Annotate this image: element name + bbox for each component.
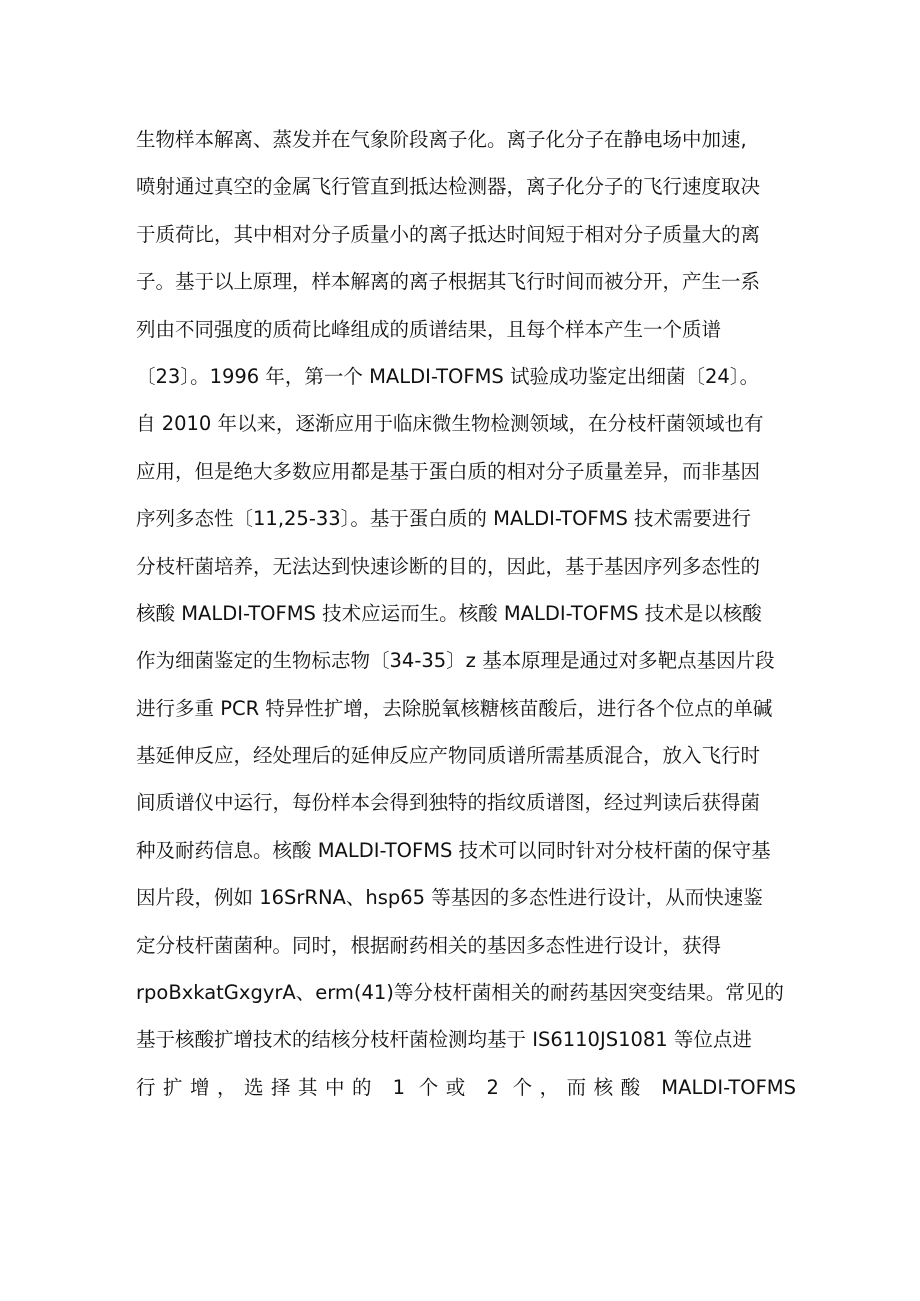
text-line: 核酸 MALDI-TOFMS 技术应运而生。核酸 MALDI-TOFMS 技术是以核酸	[136, 601, 762, 625]
body-paragraph	[136, 116, 796, 1111]
text-line: 因片段，例如 16SrRNA、hsp65 等基因的多态性进行设计，从而快速鉴	[136, 886, 763, 910]
text-line: 喷射通过真空的金属飞行管直到抵达检测器，离子化分子的飞行速度取决	[136, 175, 761, 199]
text-line: 作为细菌鉴定的生物标志物〔34-35〕z 基本原理是通过对多靶点基因片段	[136, 649, 775, 673]
text-line: 于质荷比，其中相对分子质量小的离子抵达时间短于相对分子质量大的离	[136, 222, 761, 246]
text-line: 间质谱仪中运行，每份样本会得到独特的指纹质谱图，经过判读后获得菌	[136, 791, 761, 815]
text-line: 种及耐药信息。核酸 MALDI-TOFMS 技术可以同时针对分枝杆菌的保守基	[136, 838, 771, 862]
text-line: 生物样本解离、蒸发并在气象阶段离子化。离子化分子在静电场中加速,	[136, 128, 747, 151]
text-line: 自 2010 年以来，逐渐应用于临床微生物检测领域，在分枝杆菌领域也有	[136, 412, 764, 436]
text-line: 应用，但是绝大多数应用都是基于蛋白质的相对分子质量差异，而非基因	[136, 459, 761, 483]
text-line: 进行多重 PCR 特异性扩增，去除脱氧核糖核苗酸后，进行各个位点的单碱	[136, 696, 773, 720]
text-line: 序列多态性〔11,25-33〕。基于蛋白质的 MALDI-TOFMS 技术需要进行	[136, 507, 752, 531]
text-line: 定分枝杆菌菌种。同时，根据耐药相关的基因多态性进行设计，获得	[136, 933, 722, 957]
text-line: 基于核酸扩增技术的结核分枝杆菌检测均基于 IS6110JS1081 等位点进	[136, 1028, 752, 1052]
text-line: rpoBxkatGxgyrA、erm(41)等分枝杆菌相关的耐药基因突变结果。常见的	[136, 981, 784, 1005]
text-line: 子。基于以上原理，样本解离的离子根据其飞行时间而被分开，产生一系	[136, 270, 761, 294]
text-line: 〔23〕。1996 年，第一个 MALDI-TOFMS 试验成功鉴定出细菌〔24〕。	[136, 364, 760, 388]
text-line: 列由不同强度的质荷比峰组成的质谱结果，且每个样本产生一个质谱	[136, 317, 722, 341]
text-line: 基延伸反应，经处理后的延伸反应产物同质谱所需基质混合，放入飞行时	[136, 744, 761, 768]
text-line-last: 行扩增，选择其中的 1 个或 2 个，而核酸 MALDI-TOFMS	[136, 1075, 796, 1099]
text-line: 分枝杆菌培养，无法达到快速诊断的目的，因此，基于基因序列多态性的	[136, 554, 761, 578]
